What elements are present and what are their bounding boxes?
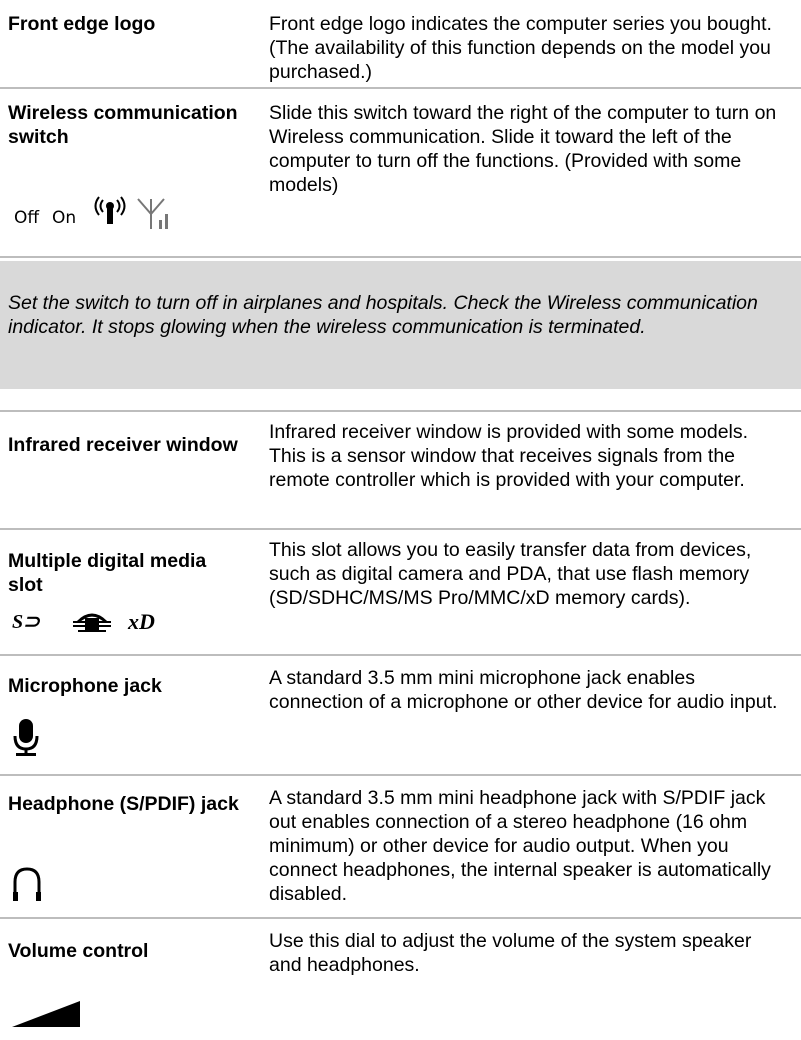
note-text: Set the switch to turn off in airplanes and hospitals. Check the Wireless communication indicator. It stops glowing when the wireless communication is terminated.: [8, 292, 758, 338]
sd-card-icon: S⊃: [12, 611, 40, 633]
antenna-signal-icon: [137, 196, 173, 230]
divider: [0, 87, 801, 89]
desc-front-edge-logo: Front edge logo indicates the computer series you bought. (The availability of this function depends on the model you purchased.): [269, 13, 772, 83]
wireless-broadcast-icon: [92, 196, 128, 226]
desc-microphone-jack: A standard 3.5 mm mini microphone jack enables connection of a microphone or other device for audio input.: [269, 667, 778, 713]
memory-stick-icon: [72, 610, 112, 634]
xd-card-icon: xD: [128, 609, 155, 634]
desc-media-slot: This slot allows you to easily transfer data from devices, such as digital camera and PDA, that use flash memory (SD/SDHC/MS/MS Pro/MMC/xD memory cards).: [269, 539, 752, 609]
divider: [0, 528, 801, 530]
divider: [0, 654, 801, 656]
term-volume-control: Volume control: [8, 940, 149, 962]
note-box: [0, 261, 801, 389]
divider: [0, 774, 801, 776]
volume-wedge-icon: [12, 1000, 82, 1028]
desc-infrared-window: Infrared receiver window is provided with some models. This is a sensor window that receives signals from the remote controller which is provided with your computer.: [269, 421, 749, 491]
term-headphone-jack: Headphone (S/PDIF) jack: [8, 793, 239, 815]
off-label: Off: [14, 208, 40, 228]
desc-wireless-switch: Slide this switch toward the right of the computer to turn on Wireless communication. Slide it toward the left of the computer to turn off the functions. (Provided with some models): [269, 102, 777, 196]
desc-headphone-jack: A standard 3.5 mm mini headphone jack with S/PDIF jack out enables connection of a stereo headphone (16 ohm minimum) or other device for audio output. When you connect headphones, the internal speaker is automatically disabled.: [269, 787, 771, 905]
term-media-slot: Multiple digital media slot: [8, 550, 207, 596]
on-label: On: [52, 208, 77, 228]
headphone-icon: [12, 866, 42, 902]
microphone-icon: [12, 718, 40, 756]
term-wireless-switch: Wireless communication switch: [8, 102, 238, 148]
divider: [0, 256, 801, 258]
term-infrared-window: Infrared receiver window: [8, 434, 238, 456]
term-front-edge-logo: Front edge logo: [8, 13, 156, 35]
divider: [0, 410, 801, 412]
desc-volume-control: Use this dial to adjust the volume of the system speaker and headphones.: [269, 930, 752, 976]
divider: [0, 917, 801, 919]
term-microphone-jack: Microphone jack: [8, 675, 162, 697]
